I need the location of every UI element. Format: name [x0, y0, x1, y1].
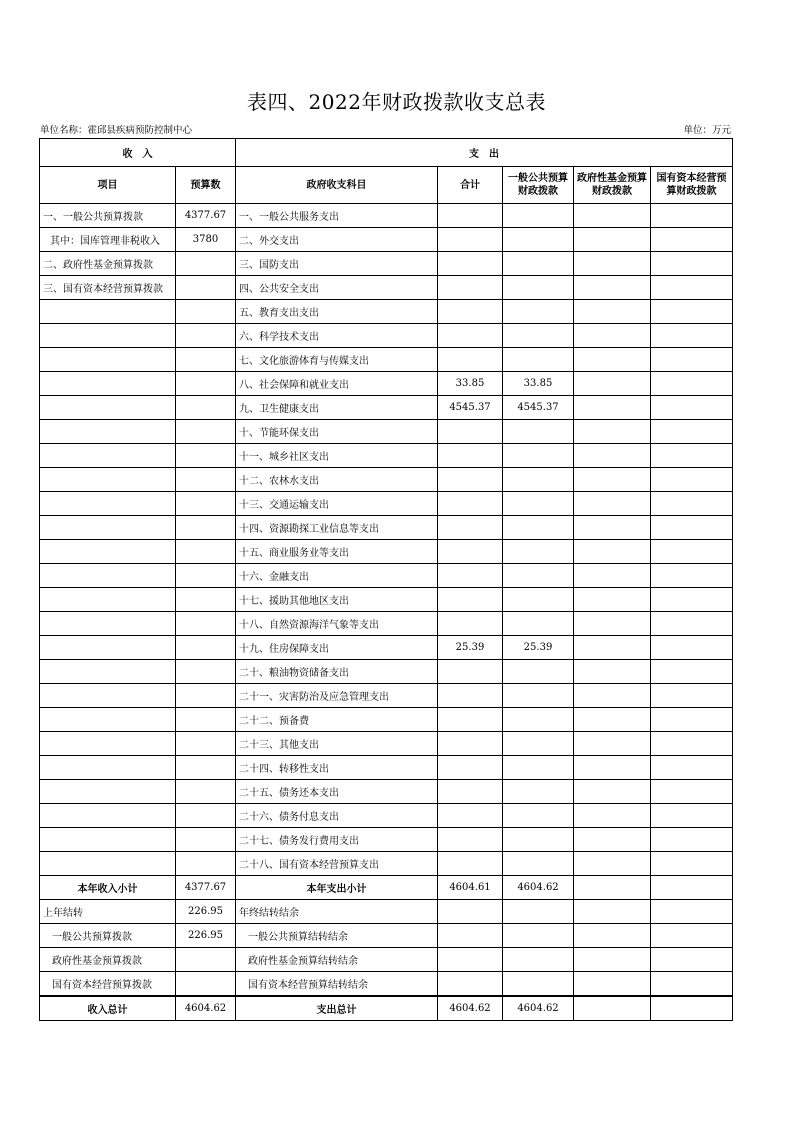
cell-total [438, 900, 503, 924]
cell-budget [176, 516, 236, 540]
cell-fund [574, 948, 651, 972]
cell-item: 收入总计 [40, 996, 176, 1021]
cell-fund [574, 708, 651, 732]
cell-state [651, 828, 733, 852]
cell-general [503, 924, 574, 948]
table-row [40, 396, 733, 420]
subtotal-row [40, 876, 733, 900]
table-row [40, 228, 733, 252]
cell-general [503, 852, 574, 876]
cell-subject: 六、科学技术支出 [236, 324, 438, 348]
cell-total [438, 972, 503, 997]
cell-general [503, 948, 574, 972]
cell-state [651, 636, 733, 660]
cell-budget [176, 588, 236, 612]
cell-general [503, 756, 574, 780]
cell-state [651, 444, 733, 468]
cell-subject: 十二、农林水支出 [236, 468, 438, 492]
cell-subject: 十三、交通运输支出 [236, 492, 438, 516]
cell-state [651, 588, 733, 612]
cell-fund [574, 828, 651, 852]
cell-item [40, 852, 176, 876]
cell-state [651, 708, 733, 732]
cell-state [651, 420, 733, 444]
cell-total [438, 492, 503, 516]
cell-subject: 年终结转结余 [236, 900, 438, 924]
cell-budget [176, 732, 236, 756]
cell-total [438, 756, 503, 780]
cell-fund [574, 780, 651, 804]
cell-state [651, 276, 733, 300]
cell-state [651, 684, 733, 708]
cell-budget [176, 804, 236, 828]
cell-total [438, 684, 503, 708]
cell-item [40, 516, 176, 540]
unit-label: 单位：万元 [683, 125, 731, 136]
cell-item [40, 780, 176, 804]
col-total-header: 合计 [438, 167, 503, 204]
cell-subject: 二、外交支出 [236, 228, 438, 252]
col-subject-header: 政府收支科目 [236, 167, 438, 204]
cell-total [438, 924, 503, 948]
cell-item [40, 348, 176, 372]
cell-total [438, 468, 503, 492]
cell-total: 4604.62 [438, 996, 503, 1021]
cell-general [503, 252, 574, 276]
cell-fund [574, 228, 651, 252]
cell-subject: 八、社会保障和就业支出 [236, 372, 438, 396]
cell-general [503, 732, 574, 756]
carry-row [40, 900, 733, 924]
cell-fund [574, 324, 651, 348]
cell-total [438, 300, 503, 324]
table-row [40, 252, 733, 276]
cell-general [503, 444, 574, 468]
cell-total [438, 660, 503, 684]
cell-budget: 4377.67 [176, 876, 236, 900]
cell-fund [574, 924, 651, 948]
cell-budget [176, 276, 236, 300]
cell-item [40, 804, 176, 828]
cell-budget [176, 828, 236, 852]
cell-item [40, 300, 176, 324]
table-row [40, 492, 733, 516]
cell-state [651, 516, 733, 540]
table-row [40, 540, 733, 564]
table-row [40, 780, 733, 804]
cell-total [438, 588, 503, 612]
cell-general [503, 828, 574, 852]
cell-budget [176, 780, 236, 804]
cell-subject: 支出总计 [236, 996, 438, 1021]
cell-general [503, 588, 574, 612]
cell-fund [574, 420, 651, 444]
cell-item: 一、一般公共预算拨款 [40, 204, 176, 228]
cell-subject: 政府性基金预算结转结余 [236, 948, 438, 972]
cell-fund [574, 756, 651, 780]
cell-fund [574, 396, 651, 420]
cell-fund [574, 732, 651, 756]
cell-general [503, 516, 574, 540]
cell-general: 4604.62 [503, 876, 574, 900]
cell-total [438, 708, 503, 732]
cell-budget: 4377.67 [176, 204, 236, 228]
cell-subject: 七、文化旅游体育与传媒支出 [236, 348, 438, 372]
cell-item [40, 636, 176, 660]
cell-state [651, 852, 733, 876]
cell-budget [176, 300, 236, 324]
table-row [40, 732, 733, 756]
cell-subject: 二十二、预备费 [236, 708, 438, 732]
cell-subject: 二十三、其他支出 [236, 732, 438, 756]
cell-state [651, 804, 733, 828]
cell-state [651, 924, 733, 948]
cell-fund [574, 996, 651, 1021]
cell-total [438, 348, 503, 372]
cell-fund [574, 852, 651, 876]
cell-total [438, 540, 503, 564]
cell-fund [574, 492, 651, 516]
grand-total-row [40, 996, 733, 1021]
cell-item [40, 564, 176, 588]
cell-item: 二、政府性基金预算拨款 [40, 252, 176, 276]
table-row [40, 204, 733, 228]
cell-subject: 二十、粮油物资储备支出 [236, 660, 438, 684]
cell-fund [574, 972, 651, 997]
cell-budget [176, 612, 236, 636]
cell-total [438, 516, 503, 540]
table-row [40, 468, 733, 492]
cell-item: 三、国有资本经营预算拨款 [40, 276, 176, 300]
cell-total [438, 204, 503, 228]
table-row [40, 444, 733, 468]
cell-state [651, 900, 733, 924]
cell-budget [176, 972, 236, 997]
table-row [40, 420, 733, 444]
cell-subject: 二十四、转移性支出 [236, 756, 438, 780]
cell-subject: 二十五、债务还本支出 [236, 780, 438, 804]
header-row-group [40, 139, 733, 167]
table-row [40, 612, 733, 636]
cell-budget [176, 348, 236, 372]
cell-state [651, 252, 733, 276]
cell-item: 其中：国库管理非税收入 [40, 228, 176, 252]
cell-fund [574, 636, 651, 660]
budget-table [39, 138, 733, 1021]
cell-subject: 十九、住房保障支出 [236, 636, 438, 660]
col-item-header: 项目 [40, 167, 176, 204]
cell-state [651, 756, 733, 780]
cell-item [40, 828, 176, 852]
cell-general [503, 276, 574, 300]
cell-total [438, 276, 503, 300]
cell-item: 上年结转 [40, 900, 176, 924]
cell-budget: 3780 [176, 228, 236, 252]
cell-fund [574, 348, 651, 372]
cell-total: 25.39 [438, 636, 503, 660]
cell-state [651, 372, 733, 396]
cell-budget [176, 852, 236, 876]
cell-state [651, 204, 733, 228]
table-row [40, 852, 733, 876]
header-row-columns [40, 167, 733, 204]
cell-fund [574, 684, 651, 708]
cell-state [651, 876, 733, 900]
cell-subject: 五、教育支出支出 [236, 300, 438, 324]
cell-general [503, 612, 574, 636]
cell-general [503, 300, 574, 324]
cell-subject: 十、节能环保支出 [236, 420, 438, 444]
cell-budget [176, 420, 236, 444]
table-row [40, 516, 733, 540]
cell-subject: 九、卫生健康支出 [236, 396, 438, 420]
col-state-header: 国有资本经营预算财政拨款 [651, 167, 733, 204]
expense-header: 支 出 [236, 139, 733, 167]
cell-budget [176, 756, 236, 780]
cell-subject: 四、公共安全支出 [236, 276, 438, 300]
cell-budget [176, 660, 236, 684]
cell-general [503, 900, 574, 924]
cell-general: 4545.37 [503, 396, 574, 420]
cell-budget [176, 564, 236, 588]
cell-total [438, 444, 503, 468]
cell-fund [574, 300, 651, 324]
cell-item [40, 420, 176, 444]
col-fund-header: 政府性基金预算财政拨款 [574, 167, 651, 204]
cell-general: 25.39 [503, 636, 574, 660]
cell-state [651, 324, 733, 348]
cell-total [438, 252, 503, 276]
cell-budget [176, 252, 236, 276]
cell-budget: 226.95 [176, 900, 236, 924]
cell-general [503, 420, 574, 444]
table-row [40, 804, 733, 828]
cell-subject: 十六、金融支出 [236, 564, 438, 588]
cell-state [651, 948, 733, 972]
cell-fund [574, 276, 651, 300]
cell-state [651, 540, 733, 564]
cell-total [438, 228, 503, 252]
cell-general [503, 708, 574, 732]
cell-subject: 三、国防支出 [236, 252, 438, 276]
cell-fund [574, 900, 651, 924]
cell-fund [574, 444, 651, 468]
cell-item [40, 612, 176, 636]
cell-fund [574, 372, 651, 396]
cell-subject: 十八、自然资源海洋气象等支出 [236, 612, 438, 636]
cell-subject: 国有资本经营预算结转结余 [236, 972, 438, 997]
income-header: 收 入 [40, 139, 236, 167]
table-row [40, 636, 733, 660]
cell-state [651, 660, 733, 684]
cell-subject: 十四、资源勘探工业信息等支出 [236, 516, 438, 540]
cell-total [438, 420, 503, 444]
table-row [40, 828, 733, 852]
cell-fund [574, 612, 651, 636]
table-row [40, 708, 733, 732]
cell-fund [574, 588, 651, 612]
cell-fund [574, 516, 651, 540]
cell-subject: 二十一、灾害防治及应急管理支出 [236, 684, 438, 708]
table-row [40, 660, 733, 684]
table-row [40, 684, 733, 708]
cell-fund [574, 876, 651, 900]
cell-state [651, 492, 733, 516]
table-row [40, 276, 733, 300]
cell-state [651, 396, 733, 420]
cell-state [651, 780, 733, 804]
cell-total [438, 612, 503, 636]
cell-general [503, 348, 574, 372]
col-general-header: 一般公共预算财政拨款 [503, 167, 574, 204]
cell-budget [176, 492, 236, 516]
cell-fund [574, 204, 651, 228]
cell-subject: 本年支出小计 [236, 876, 438, 900]
cell-item: 本年收入小计 [40, 876, 176, 900]
cell-subject: 一、一般公共服务支出 [236, 204, 438, 228]
cell-general [503, 780, 574, 804]
carry-row [40, 924, 733, 948]
cell-item [40, 756, 176, 780]
cell-total: 4545.37 [438, 396, 503, 420]
cell-fund [574, 252, 651, 276]
cell-item [40, 468, 176, 492]
table-row [40, 324, 733, 348]
cell-item [40, 660, 176, 684]
cell-general [503, 564, 574, 588]
cell-budget [176, 684, 236, 708]
cell-budget [176, 948, 236, 972]
cell-general [503, 804, 574, 828]
cell-subject: 二十七、债务发行费用支出 [236, 828, 438, 852]
cell-total [438, 852, 503, 876]
cell-budget [176, 444, 236, 468]
cell-state [651, 564, 733, 588]
unit-name: 单位名称：霍邱县疾病预防控制中心 [40, 125, 193, 136]
cell-state [651, 996, 733, 1021]
cell-item [40, 396, 176, 420]
cell-total: 33.85 [438, 372, 503, 396]
cell-budget [176, 324, 236, 348]
cell-fund [574, 468, 651, 492]
cell-subject: 十一、城乡社区支出 [236, 444, 438, 468]
cell-state [651, 972, 733, 997]
table-row [40, 300, 733, 324]
cell-budget [176, 372, 236, 396]
cell-item [40, 324, 176, 348]
cell-total: 4604.61 [438, 876, 503, 900]
cell-budget [176, 540, 236, 564]
cell-fund [574, 804, 651, 828]
cell-budget: 4604.62 [176, 996, 236, 1021]
cell-state [651, 300, 733, 324]
cell-general [503, 324, 574, 348]
cell-general [503, 972, 574, 997]
cell-state [651, 468, 733, 492]
cell-budget [176, 636, 236, 660]
cell-general [503, 540, 574, 564]
cell-total [438, 732, 503, 756]
cell-budget: 226.95 [176, 924, 236, 948]
cell-total [438, 324, 503, 348]
cell-fund [574, 660, 651, 684]
cell-budget [176, 708, 236, 732]
cell-general: 33.85 [503, 372, 574, 396]
table-row [40, 372, 733, 396]
cell-total [438, 804, 503, 828]
col-budget-header: 预算数 [176, 167, 236, 204]
cell-state [651, 228, 733, 252]
cell-fund [574, 540, 651, 564]
cell-fund [574, 564, 651, 588]
cell-general [503, 684, 574, 708]
carry-row [40, 948, 733, 972]
cell-item [40, 444, 176, 468]
cell-general [503, 492, 574, 516]
table-row [40, 348, 733, 372]
cell-item [40, 372, 176, 396]
cell-total [438, 828, 503, 852]
cell-state [651, 732, 733, 756]
cell-budget [176, 396, 236, 420]
cell-item [40, 708, 176, 732]
cell-item: 政府性基金预算拨款 [40, 948, 176, 972]
cell-item: 国有资本经营预算拨款 [40, 972, 176, 997]
table-row [40, 756, 733, 780]
cell-item [40, 588, 176, 612]
cell-general [503, 228, 574, 252]
carry-row [40, 972, 733, 997]
cell-budget [176, 468, 236, 492]
cell-general: 4604.62 [503, 996, 574, 1021]
cell-subject: 十五、商业服务业等支出 [236, 540, 438, 564]
cell-subject: 二十六、债务付息支出 [236, 804, 438, 828]
cell-subject: 二十八、国有资本经营预算支出 [236, 852, 438, 876]
cell-item: 一般公共预算拨款 [40, 924, 176, 948]
cell-item [40, 492, 176, 516]
cell-subject: 一般公共预算结转结余 [236, 924, 438, 948]
cell-total [438, 948, 503, 972]
cell-general [503, 204, 574, 228]
cell-state [651, 348, 733, 372]
cell-item [40, 684, 176, 708]
cell-total [438, 780, 503, 804]
cell-subject: 十七、援助其他地区支出 [236, 588, 438, 612]
cell-total [438, 564, 503, 588]
table-row [40, 564, 733, 588]
cell-item [40, 732, 176, 756]
cell-state [651, 612, 733, 636]
cell-item [40, 540, 176, 564]
table-row [40, 588, 733, 612]
cell-general [503, 660, 574, 684]
cell-general [503, 468, 574, 492]
page-title: 表四、2022年财政拨款收支总表 [247, 90, 546, 114]
